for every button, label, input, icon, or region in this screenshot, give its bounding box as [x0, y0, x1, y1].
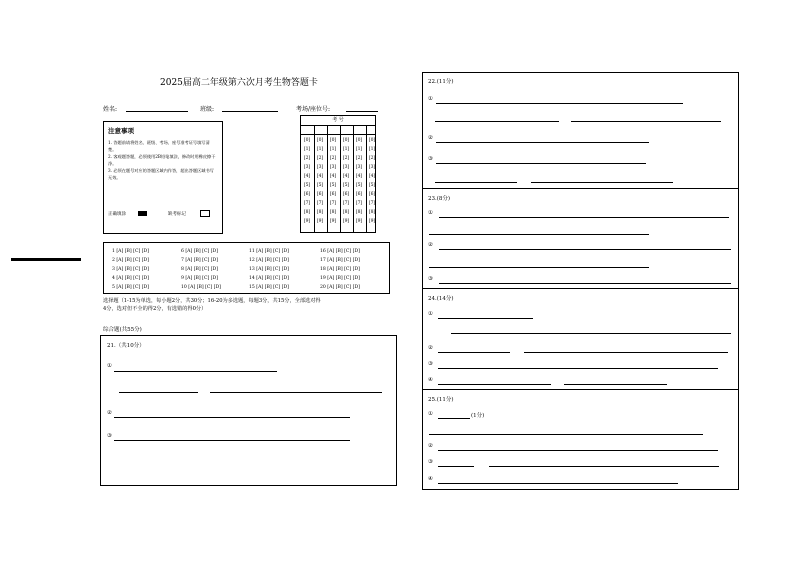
exam-number-column [366, 136, 378, 226]
exam-number-bubble[interactable]: [1] [342, 147, 350, 152]
q24-answer-line[interactable] [451, 333, 731, 334]
q22-answer-line[interactable] [435, 121, 559, 122]
q25-answer-line[interactable] [438, 466, 474, 467]
exam-number-bubble[interactable]: [0] [303, 138, 311, 143]
exam-number-bubble[interactable]: [0] [316, 138, 324, 143]
choice-item[interactable]: 18 [A] [B] [C] [D] [320, 267, 360, 272]
exam-number-bubble[interactable]: [7] [342, 201, 350, 206]
q22-part2-label: ② [428, 135, 433, 141]
section-label: 综合题(共55分) [103, 327, 142, 333]
choice-item[interactable]: 19 [A] [B] [C] [D] [320, 276, 360, 281]
q23-label: 23.(8分) [428, 196, 451, 202]
exam-number-bubble[interactable]: [0] [355, 138, 363, 143]
choice-item[interactable]: 3 [A] [B] [C] [D] [112, 267, 149, 272]
exam-number-bubble[interactable]: [8] [329, 210, 337, 215]
exam-number-bubble[interactable]: [4] [342, 174, 350, 179]
exam-number-bubble[interactable]: [2] [316, 156, 324, 161]
q22-answer-line[interactable] [571, 121, 721, 122]
exam-number-bubble[interactable]: [4] [316, 174, 324, 179]
exam-number-bubble[interactable]: [6] [368, 192, 376, 197]
q23-answer-line[interactable] [439, 249, 731, 250]
q25-label: 25.(11分) [428, 397, 454, 403]
choice-item[interactable]: 16 [A] [B] [C] [D] [320, 249, 360, 254]
q23-part3-label: ③ [428, 276, 433, 282]
q22-label: 22.(11分) [428, 79, 454, 85]
notice-item-2: 2. 客观题答题，必须使用2B铅笔填涂，修改时用橡皮擦干净。 [108, 154, 216, 166]
q22-answer-line[interactable] [435, 182, 517, 183]
q25-part1-score: (1分) [471, 413, 485, 419]
exam-number-bubble[interactable]: [6] [342, 192, 350, 197]
class-label: 班级: [200, 106, 215, 113]
q22-part3-label: ③ [428, 156, 433, 162]
exam-number-bubble[interactable]: [5] [316, 183, 324, 188]
exam-number-bubble[interactable]: [3] [329, 165, 337, 170]
q25-part2-label: ② [428, 443, 433, 449]
exam-number-bubble[interactable]: [7] [316, 201, 324, 206]
exam-number-bubble[interactable]: [2] [368, 156, 376, 161]
q22-answer-line[interactable] [436, 163, 646, 164]
exam-number-bubble[interactable]: [3] [342, 165, 350, 170]
exam-number-column [353, 136, 365, 226]
q21-box [100, 335, 397, 486]
correct-fill-sample [138, 211, 147, 216]
exam-number-bubble[interactable]: [4] [368, 174, 376, 179]
exam-number-bubble[interactable]: [2] [355, 156, 363, 161]
choice-item[interactable]: 15 [A] [B] [C] [D] [249, 285, 289, 290]
exam-number-column [301, 136, 313, 226]
seat-field[interactable] [346, 111, 378, 112]
q24-answer-line[interactable] [564, 384, 667, 385]
q24-answer-line[interactable] [524, 352, 728, 353]
card-title: 2025届高二年级第六次月考生物答题卡 [160, 78, 318, 88]
exam-number-bubble[interactable]: [9] [316, 219, 324, 224]
choice-box [103, 242, 390, 294]
q24-part2-label: ② [428, 345, 433, 351]
q25-part3-label: ③ [428, 459, 433, 465]
exam-number-bubble[interactable]: [8] [303, 210, 311, 215]
name-label: 姓名: [103, 106, 118, 113]
exam-number-bubble[interactable]: [0] [342, 138, 350, 143]
name-field[interactable] [126, 111, 188, 112]
exam-number-bubble[interactable]: [6] [329, 192, 337, 197]
q22-answer-line[interactable] [436, 142, 649, 143]
exam-number-bubble[interactable]: [6] [303, 192, 311, 197]
choice-item[interactable]: 20 [A] [B] [C] [D] [320, 285, 360, 290]
exam-number-write-row[interactable] [301, 125, 375, 135]
exam-number-bubble[interactable]: [0] [368, 138, 376, 143]
choice-item[interactable]: 14 [A] [B] [C] [D] [249, 276, 289, 281]
q25-answer-line[interactable] [489, 466, 719, 467]
exam-number-bubble[interactable]: [1] [329, 147, 337, 152]
q24-answer-line[interactable] [438, 384, 551, 385]
exam-number-bubble[interactable]: [7] [329, 201, 337, 206]
choice-rule-line2: 4分，选对但不全的得2分，有选错的得0分） [103, 306, 207, 312]
q25-answer-line[interactable] [438, 450, 718, 451]
exam-number-bubble[interactable]: [5] [329, 183, 337, 188]
choice-item[interactable]: 12 [A] [B] [C] [D] [249, 258, 289, 263]
absent-mark-box[interactable] [200, 210, 210, 217]
choice-item[interactable]: 5 [A] [B] [C] [D] [112, 285, 149, 290]
q23-part1-label: ① [428, 210, 433, 216]
choice-item[interactable]: 6 [A] [B] [C] [D] [181, 249, 218, 254]
exam-number-bubble[interactable]: [5] [368, 183, 376, 188]
choice-item[interactable]: 2 [A] [B] [C] [D] [112, 258, 149, 263]
choice-item[interactable]: 8 [A] [B] [C] [D] [181, 267, 218, 272]
exam-number-bubble[interactable]: [2] [342, 156, 350, 161]
exam-number-header: 考 号 [301, 116, 375, 126]
exam-number-bubble[interactable]: [8] [316, 210, 324, 215]
exam-number-bubble[interactable]: [8] [355, 210, 363, 215]
exam-number-bubble[interactable]: [4] [329, 174, 337, 179]
exam-number-bubble[interactable]: [4] [355, 174, 363, 179]
exam-number-bubble[interactable]: [7] [303, 201, 311, 206]
q24-part4-label: ④ [428, 377, 433, 383]
q21-answer-line[interactable] [114, 371, 277, 372]
q24-label: 24.(14分) [428, 296, 454, 302]
divider [423, 389, 738, 390]
q24-answer-line[interactable] [438, 368, 718, 369]
q23-answer-line[interactable] [429, 267, 649, 268]
q21-answer-line[interactable] [114, 417, 350, 418]
q24-answer-line[interactable] [438, 318, 533, 319]
exam-number-bubble[interactable]: [7] [368, 201, 376, 206]
choice-item[interactable]: 1 [A] [B] [C] [D] [112, 249, 149, 254]
exam-number-bubble[interactable]: [3] [355, 165, 363, 170]
q21-answer-line[interactable] [114, 440, 350, 441]
notice-heading: 注意事项 [108, 127, 134, 135]
q23-answer-line[interactable] [439, 217, 729, 218]
choice-item[interactable]: 9 [A] [B] [C] [D] [181, 276, 218, 281]
exam-number-bubble[interactable]: [9] [368, 219, 376, 224]
q21-part2-label: ② [107, 410, 112, 416]
divider [423, 288, 738, 289]
choice-item[interactable]: 17 [A] [B] [C] [D] [320, 258, 360, 263]
exam-number-bubble[interactable]: [1] [355, 147, 363, 152]
exam-number-bubble[interactable]: [4] [303, 174, 311, 179]
q21-answer-line[interactable] [210, 392, 382, 393]
choice-item[interactable]: 4 [A] [B] [C] [D] [112, 276, 149, 281]
seat-label: 考场/座位号: [296, 106, 331, 113]
q21-part3-label: ③ [107, 433, 112, 439]
q25-answer-line[interactable] [429, 434, 703, 435]
q25-part4-label: ④ [428, 476, 433, 482]
choice-item[interactable]: 13 [A] [B] [C] [D] [249, 267, 289, 272]
q23-answer-line[interactable] [439, 283, 731, 284]
right-answer-column [422, 72, 739, 490]
notice-item-3: 3. 必须在题号对应的答题区域内作答，超出答题区域书写无效。 [108, 168, 214, 180]
notice-box [103, 121, 223, 234]
choice-item[interactable]: 7 [A] [B] [C] [D] [181, 258, 218, 263]
choice-item[interactable]: 10 [A] [B] [C] [D] [181, 285, 221, 290]
exam-number-column [340, 136, 352, 226]
q25-part1-label: ① [428, 411, 433, 417]
exam-number-bubble[interactable]: [6] [355, 192, 363, 197]
exam-number-bubble[interactable]: [0] [329, 138, 337, 143]
exam-number-bubble[interactable]: [2] [329, 156, 337, 161]
class-field[interactable] [222, 111, 278, 112]
exam-number-bubble[interactable]: [9] [303, 219, 311, 224]
q22-answer-line[interactable] [436, 103, 683, 104]
binding-line [11, 258, 81, 261]
exam-number-bubble[interactable]: [1] [316, 147, 324, 152]
exam-number-bubble[interactable]: [8] [342, 210, 350, 215]
exam-number-bubble[interactable]: [5] [342, 183, 350, 188]
q21-answer-line[interactable] [119, 392, 198, 393]
exam-number-bubble[interactable]: [7] [355, 201, 363, 206]
exam-number-bubble[interactable]: [1] [303, 147, 311, 152]
exam-number-bubble[interactable]: [8] [368, 210, 376, 215]
exam-number-bubble[interactable]: [1] [368, 147, 376, 152]
absent-mark-label: 缺考标记 [168, 212, 186, 217]
q25-answer-line[interactable] [438, 483, 678, 484]
q22-answer-line[interactable] [531, 182, 673, 183]
exam-number-bubble[interactable]: [9] [342, 219, 350, 224]
exam-number-bubble[interactable]: [3] [303, 165, 311, 170]
exam-number-bubble[interactable]: [9] [329, 219, 337, 224]
exam-number-column [314, 136, 326, 226]
notice-item-1: 1. 答题前请将姓名、班级、考场、座号准考证号填写清楚。 [108, 140, 210, 152]
q23-answer-line[interactable] [429, 234, 649, 235]
q25-answer-line[interactable] [438, 418, 470, 419]
exam-number-bubble[interactable]: [5] [303, 183, 311, 188]
q24-part3-label: ③ [428, 361, 433, 367]
q22-part1-label: ① [428, 96, 433, 102]
exam-number-bubble[interactable]: [5] [355, 183, 363, 188]
q23-part2-label: ② [428, 242, 433, 248]
q21-part1-label: ① [107, 363, 112, 369]
exam-number-column [327, 136, 339, 226]
divider [423, 188, 738, 189]
correct-fill-label: 正确填涂 [108, 212, 126, 217]
exam-number-bubble[interactable]: [2] [303, 156, 311, 161]
exam-number-bubble[interactable]: [3] [316, 165, 324, 170]
q24-answer-line[interactable] [438, 352, 510, 353]
exam-number-bubble[interactable]: [9] [355, 219, 363, 224]
q24-part1-label: ① [428, 311, 433, 317]
choice-rule-line1: 选择题（1-15为单选，每小题2分，共30分；16-20为多选题，每题3分，共15分，全部选对得 [103, 298, 321, 304]
exam-number-bubble[interactable]: [3] [368, 165, 376, 170]
q21-label: 21.（共10分） [107, 343, 145, 349]
exam-number-bubble[interactable]: [6] [316, 192, 324, 197]
choice-item[interactable]: 11 [A] [B] [C] [D] [249, 249, 289, 254]
